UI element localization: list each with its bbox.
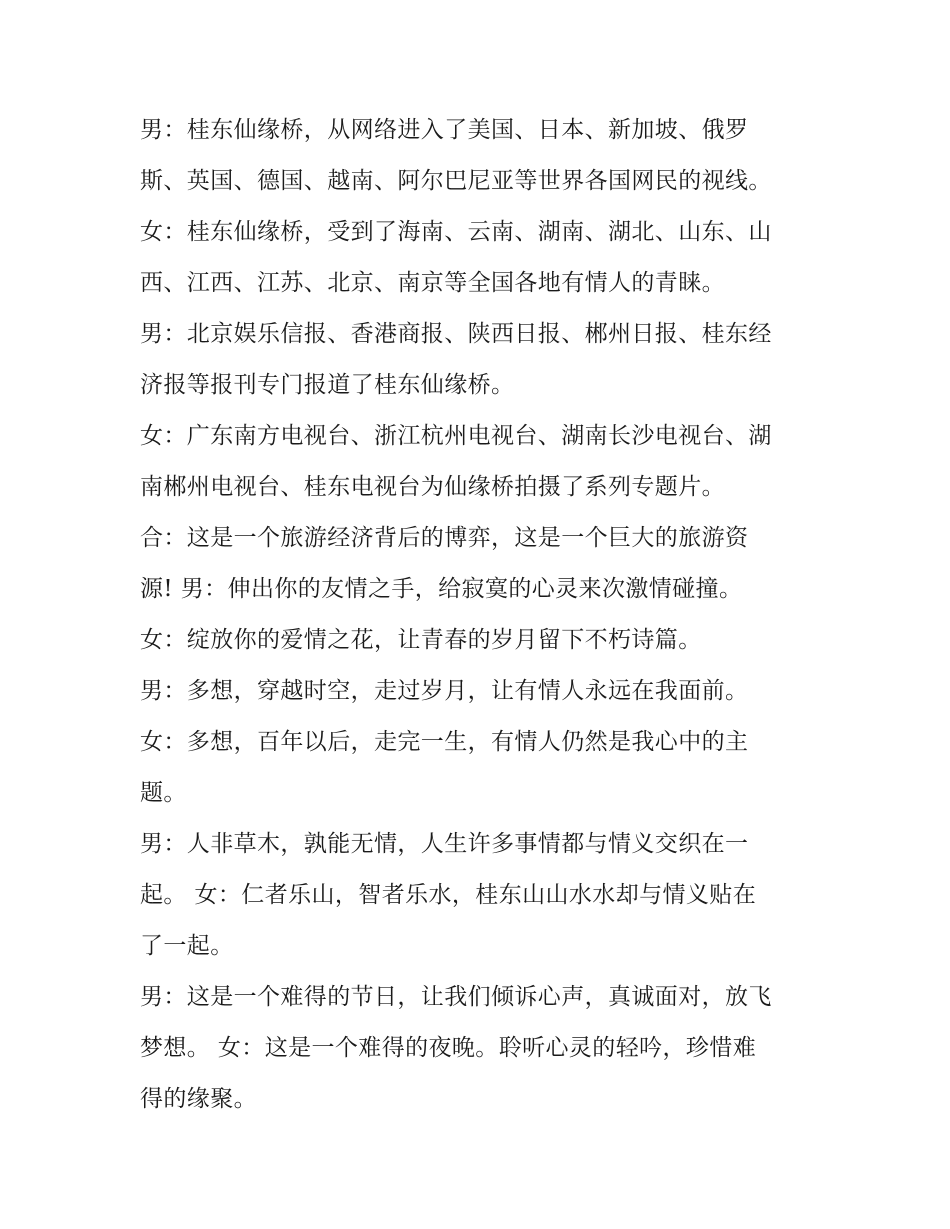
text-line: 男：人非草木，孰能无情，人生许多事情都与情义交织在一 xyxy=(140,831,749,857)
text-line: 济报等报刊专门报道了桂东仙缘桥。 xyxy=(140,372,515,398)
text-line: 女：桂东仙缘桥，受到了海南、云南、湖南、湖北、山东、山 xyxy=(140,219,772,245)
document-body xyxy=(140,105,820,1125)
text-line: 题。 xyxy=(140,780,187,806)
text-line: 女：绽放你的爱情之花，让青春的岁月留下不朽诗篇。 xyxy=(140,627,702,653)
text-line: 男：这是一个难得的节日，让我们倾诉心声，真诚面对，放飞 xyxy=(140,984,772,1010)
text-line: 女：多想，百年以后，走完一生，有情人仍然是我心中的主 xyxy=(140,729,749,755)
text-line: 男：北京娱乐信报、香港商报、陕西日报、郴州日报、桂东经 xyxy=(140,321,772,347)
text-line: 南郴州电视台、桂东电视台为仙缘桥拍摄了系列专题片。 xyxy=(140,474,725,500)
text-line: 女：广东南方电视台、浙江杭州电视台、湖南长沙电视台、湖 xyxy=(140,423,772,449)
text-line: 合：这是一个旅游经济背后的博弈，这是一个巨大的旅游资 xyxy=(140,525,749,551)
text-line: 源! 男：伸出你的友情之手，给寂寞的心灵来次激情碰撞。 xyxy=(140,576,743,602)
text-line: 斯、英国、德国、越南、阿尔巴尼亚等世界各国网民的视线。 xyxy=(140,168,772,194)
text-line: 西、江西、江苏、北京、南京等全国各地有情人的青睐。 xyxy=(140,270,725,296)
text-line: 起。 女：仁者乐山，智者乐水，桂东山山水水却与情义贴在 xyxy=(140,882,757,908)
text-line: 得的缘聚。 xyxy=(140,1086,257,1112)
text-line: 男：桂东仙缘桥，从网络进入了美国、日本、新加坡、俄罗 xyxy=(140,117,749,143)
text-line: 男：多想，穿越时空，走过岁月，让有情人永远在我面前。 xyxy=(140,678,749,704)
text-line: 了一起。 xyxy=(140,933,234,959)
text-line: 梦想。 女：这是一个难得的夜晚。聆听心灵的轻吟，珍惜难 xyxy=(140,1035,757,1061)
